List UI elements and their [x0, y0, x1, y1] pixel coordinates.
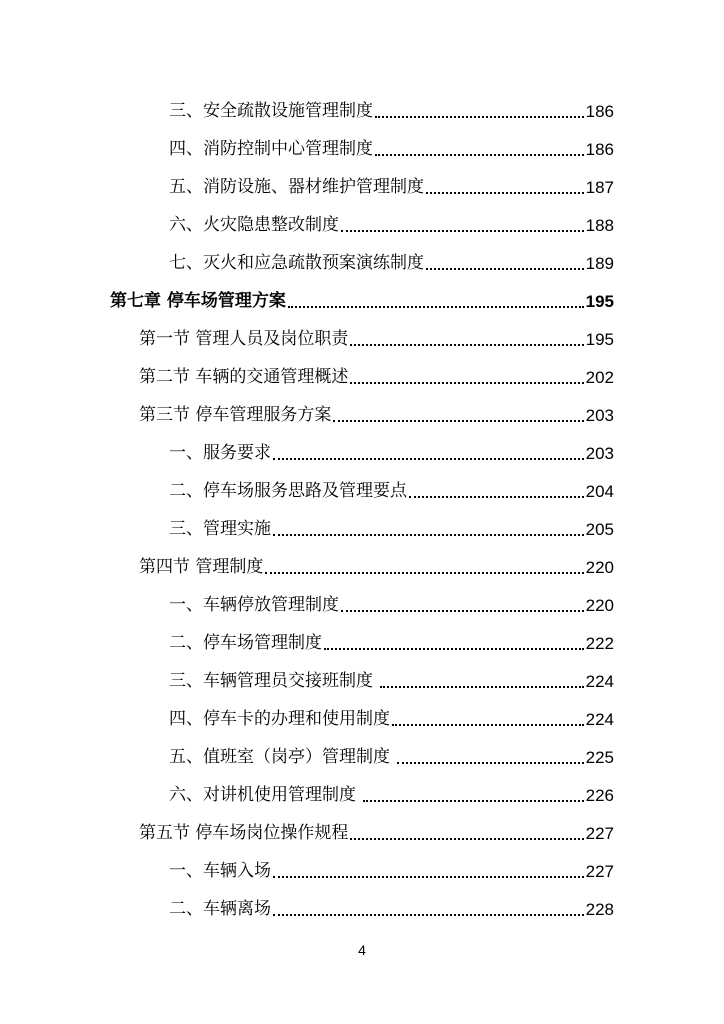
table-of-contents — [0, 92, 724, 928]
toc-entry-title: 三、管理实施 — [169, 518, 271, 539]
toc-entry — [0, 510, 724, 548]
toc-entry — [0, 624, 724, 662]
toc-entry-title: 第四节 管理制度 — [139, 556, 264, 577]
toc-entry-title: 第五节 停车场岗位操作规程 — [139, 822, 349, 843]
toc-entry-title: 第三节 停车管理服务方案 — [139, 404, 332, 425]
toc-entry-title: 第七章 停车场管理方案 — [110, 290, 286, 311]
toc-entry — [0, 92, 724, 130]
toc-entry-page: 204 — [585, 481, 614, 501]
toc-section-entry — [0, 320, 724, 358]
toc-entry-title: 第二节 车辆的交通管理概述 — [139, 366, 349, 387]
toc-entry-page: 227 — [585, 823, 614, 843]
toc-entry-page: 227 — [585, 861, 614, 881]
toc-entry — [0, 776, 724, 814]
toc-entry — [0, 852, 724, 890]
toc-entry-page: 226 — [585, 785, 614, 805]
toc-entry-page: 225 — [585, 747, 614, 767]
toc-leader-dots — [273, 533, 584, 536]
toc-entry — [0, 244, 724, 282]
toc-entry-title: 二、停车场服务思路及管理要点 — [169, 480, 407, 501]
toc-entry — [0, 738, 724, 776]
toc-entry-page: 205 — [585, 519, 614, 539]
toc-entry-page: 228 — [585, 899, 614, 919]
toc-entry — [0, 206, 724, 244]
toc-entry — [0, 168, 724, 206]
toc-entry-page: 220 — [585, 595, 614, 615]
toc-entry-title: 一、车辆停放管理制度 — [169, 594, 339, 615]
toc-entry-page: 202 — [585, 367, 614, 387]
toc-entry — [0, 890, 724, 928]
toc-leader-dots — [409, 495, 584, 498]
toc-leader-dots — [350, 837, 583, 840]
toc-entry-page: 186 — [585, 139, 614, 159]
toc-entry-title: 一、车辆入场 — [169, 860, 271, 881]
toc-leader-dots — [341, 609, 584, 612]
toc-section-entry — [0, 358, 724, 396]
toc-leader-dots — [397, 761, 583, 764]
toc-entry-page: 189 — [585, 253, 614, 273]
toc-section-entry — [0, 396, 724, 434]
toc-leader-dots — [380, 685, 583, 688]
toc-leader-dots — [350, 381, 583, 384]
toc-entry — [0, 586, 724, 624]
toc-entry-title: 三、车辆管理员交接班制度 — [169, 670, 379, 691]
toc-entry-page: 222 — [585, 633, 614, 653]
toc-entry — [0, 130, 724, 168]
toc-entry-page: 203 — [585, 405, 614, 425]
toc-entry — [0, 472, 724, 510]
toc-section-entry — [0, 814, 724, 852]
toc-entry-title: 五、消防设施、器材维护管理制度 — [169, 176, 424, 197]
toc-entry-page: 203 — [585, 443, 614, 463]
toc-entry-page: 195 — [585, 329, 614, 349]
toc-entry-page: 195 — [585, 291, 614, 311]
toc-entry-page: 224 — [585, 709, 614, 729]
toc-entry-page: 188 — [585, 215, 614, 235]
toc-entry — [0, 662, 724, 700]
toc-leader-dots — [273, 913, 584, 916]
toc-entry-title: 第一节 管理人员及岗位职责 — [139, 328, 349, 349]
toc-entry-page: 224 — [585, 671, 614, 691]
toc-entry — [0, 700, 724, 738]
toc-leader-dots — [333, 419, 583, 422]
toc-section-entry — [0, 548, 724, 586]
toc-entry-title: 四、停车卡的办理和使用制度 — [169, 708, 390, 729]
toc-leader-dots — [375, 153, 584, 156]
toc-entry-title: 五、值班室（岗亭）管理制度 — [169, 746, 396, 767]
toc-leader-dots — [273, 457, 584, 460]
toc-leader-dots — [350, 343, 583, 346]
toc-entry-page: 220 — [585, 557, 614, 577]
toc-entry-title: 七、灭火和应急疏散预案演练制度 — [169, 252, 424, 273]
toc-entry-page: 187 — [585, 177, 614, 197]
toc-leader-dots — [324, 647, 584, 650]
toc-entry-title: 一、服务要求 — [169, 442, 271, 463]
toc-leader-dots — [375, 115, 584, 118]
toc-entry-title: 三、安全疏散设施管理制度 — [169, 100, 373, 121]
toc-leader-dots — [273, 875, 584, 878]
toc-leader-dots — [426, 191, 584, 194]
toc-entry — [0, 434, 724, 472]
toc-leader-dots — [392, 723, 584, 726]
toc-leader-dots — [288, 305, 584, 308]
toc-entry-title: 六、对讲机使用管理制度 — [169, 784, 362, 805]
toc-leader-dots — [341, 229, 584, 232]
toc-entry-title: 四、消防控制中心管理制度 — [169, 138, 373, 159]
page-number: 4 — [358, 942, 366, 958]
toc-entry-title: 二、停车场管理制度 — [169, 632, 322, 653]
toc-chapter-entry — [0, 282, 724, 320]
toc-entry-title: 二、车辆离场 — [169, 898, 271, 919]
toc-entry-page: 186 — [585, 101, 614, 121]
toc-leader-dots — [265, 571, 583, 574]
toc-entry-title: 六、火灾隐患整改制度 — [169, 214, 339, 235]
toc-leader-dots — [426, 267, 584, 270]
toc-leader-dots — [363, 799, 583, 802]
